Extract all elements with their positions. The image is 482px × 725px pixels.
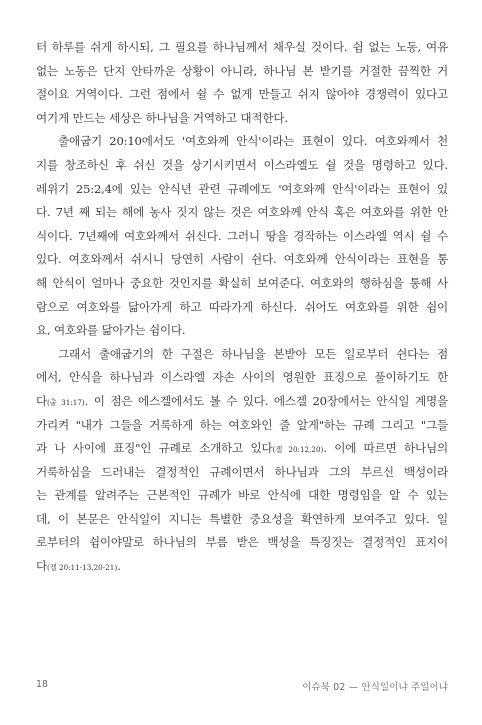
text-line: 람으로 여호와를 닮아가게 하고 따라가게 하신다. 쉬어도 여호와를 위한 쉼이 [36, 299, 448, 314]
line-text: 다 [36, 393, 47, 408]
page-footer [36, 679, 448, 695]
scripture-citation: (겔 20:11-13,20-21) [47, 563, 118, 573]
line-text: . 이에 따르면 하나님의 [323, 441, 448, 456]
text-line: 에서, 안식을 하나님과 이스라엘 자손 사이의 영원한 표징으로 풀이하기도 한 [36, 370, 448, 385]
text-line: 절이요 거역이다. 그런 점에서 쉴 수 없게 만들고 쉬지 않아야 경쟁력이 있다고 [36, 87, 448, 102]
text-line: 데, 이 본문은 안식일이 지니는 특별한 중요성을 확연하게 보여주고 있다. 일 [36, 511, 448, 526]
text-line: 로부터의 쉼이야말로 하나님의 부름 받은 백성을 특징짓는 결정적인 표지이 [36, 535, 448, 550]
text-line-with-citation [36, 437, 448, 461]
paragraph-start-line: 출애굽기 20:10에서도 '여호와께 안식'이라는 표현이 있다. 여호와께서 천 [58, 134, 448, 149]
scripture-citation: (겔 20:12,20) [272, 445, 324, 455]
paragraph-start-line: 그래서 출애굽기의 한 구절은 하나님을 본받아 모든 일로부터 쉰다는 점 [58, 346, 448, 361]
text-line: 지를 창조하신 후 쉬신 것을 상기시키면서 이스라엘도 쉴 것을 명령하고 있다. [36, 157, 448, 172]
text-line: 없는 노동은 단지 안타까운 상황이 아니라, 하나님 본 받기를 거절한 끔찍한 거 [36, 63, 449, 78]
text-line-with-citation [36, 555, 448, 579]
text-line: 터 하루를 쉬게 하시되, 그 필요를 하나님께서 채우실 것이다. 쉼 없는 노동, 여유 [36, 40, 448, 54]
page-number: 18 [36, 679, 48, 690]
text-line: 식이다. 7년째에 여호와께서 쉬신다. 그러니 땅을 경작하는 이스라엘 역시 쉴 수 [36, 228, 448, 243]
text-line: 레위기 25:2,4에 있는 안식년 관련 규례에도 '여호와께 안식'이라는 표현이 있 [36, 181, 448, 196]
body-text [36, 36, 448, 579]
text-line: 해 안식이 얼마나 중요한 것인지를 확실히 보여준다. 여호와의 행하심을 통해 사 [36, 275, 448, 290]
text-line: 가리켜 "내가 그들을 거룩하게 하는 여호와인 줄 알게"하는 규례 그리고 "그들 [36, 417, 448, 432]
line-text: . 이 점은 에스겔에서도 볼 수 있다. 에스겔 20장에서는 안식일 계명을 [84, 393, 448, 408]
text-line: 다. 7년 째 되는 해에 농사 짓지 않는 것은 여호와께 안식 혹은 여호와를 위한 안 [36, 205, 448, 220]
line-text: 과 나 사이에 표징"인 규례로 소개하고 있다 [36, 441, 273, 456]
line-text: 다 [36, 559, 47, 574]
text-line: 는 관계를 알려주는 근본적인 규례가 바로 안식에 대한 명령임을 알 수 있는 [36, 488, 448, 503]
scripture-citation: (출 31:17) [47, 397, 85, 407]
line-text: . [117, 559, 121, 574]
text-line-with-citation [36, 390, 448, 414]
text-line: 거룩하심을 드러내는 결정적인 규례이면서 하나님과 그의 부르신 백성이라 [36, 464, 448, 479]
paragraph-end-line: 요, 여호와를 닮아가는 쉼이다. [36, 323, 186, 338]
text-line: 있다. 여호와께서 쉬시니 당연히 사람이 쉰다. 여호와께 안식이라는 표현을 통 [36, 252, 448, 267]
paragraph-end-line: 여기게 만드는 세상은 하나님을 거역하고 대적한다. [36, 110, 288, 125]
running-title: 이슈북 02 — 안식일이냐 주일이냐 [302, 682, 448, 693]
